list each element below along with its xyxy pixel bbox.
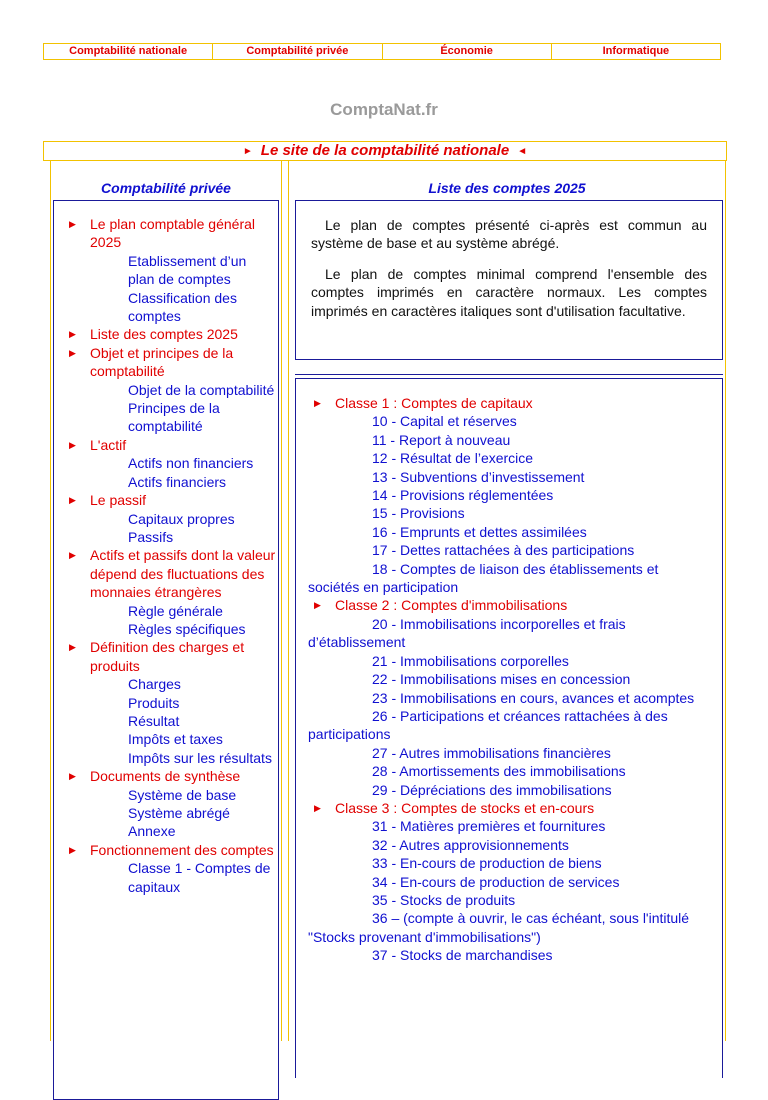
menu-section-link[interactable]: ▶ Définition des charges et produits [54, 638, 278, 675]
account-label: 37 - Stocks de marchandises [372, 947, 553, 964]
menu-sublink[interactable]: Système de base [128, 786, 237, 803]
menu-sublink[interactable]: Actifs non financiers [128, 455, 254, 472]
account-link[interactable] [296, 836, 722, 854]
account-label: 20 - Immobilisations incorporelles et frais [372, 615, 626, 632]
left-column [50, 161, 282, 1041]
account-label: 33 - En-cours de production de biens [372, 855, 602, 872]
account-label: 28 - Amortissements des immobilisations [372, 763, 626, 780]
account-link[interactable] [296, 560, 722, 597]
account-class-link[interactable] [296, 394, 722, 412]
account-label: 27 - Autres immobilisations financières [372, 744, 611, 761]
account-label-continuation: participations [308, 726, 391, 743]
site-title[interactable]: ComptaNat.fr [330, 100, 438, 119]
menu-sublink[interactable]: Charges [128, 676, 181, 693]
menu-sublink[interactable]: Capitaux propres [128, 510, 235, 527]
account-link[interactable] [296, 689, 722, 707]
account-label: 36 – (compte à ouvrir, le cas échéant, sous l'intitulé [372, 910, 690, 927]
menu-section-link[interactable]: ▶ Documents de synthèse [54, 767, 278, 785]
menu-sublink[interactable]: Actifs financiers [128, 473, 227, 490]
account-link[interactable] [296, 670, 722, 688]
menu-sublink[interactable]: Objet de la comptabilité [128, 381, 275, 398]
account-label: 12 - Résultat de l’exercice [372, 450, 534, 467]
left-menu-box [53, 200, 279, 1100]
account-label: 18 - Comptes de liaison des établissements et [372, 560, 659, 577]
right-column [288, 161, 726, 1041]
menu-sublink[interactable]: Classification des comptes [128, 289, 237, 325]
intro-paragraph: Le plan de comptes présenté ci-après est commun au système de base et au système abrégé. [311, 217, 707, 252]
left-menu [54, 215, 278, 896]
menu-sublink[interactable]: Classe 1 - Comptes de capitaux [128, 860, 271, 895]
menu-section-link[interactable]: ▶ Le passif [54, 491, 278, 509]
account-class-list [296, 394, 722, 965]
account-label: 15 - Provisions [372, 505, 465, 522]
account-link[interactable] [296, 449, 722, 467]
menu-section-link[interactable]: ▶ Actifs et passifs dont la valeur dépend des fluctuations des monnaies étrangères [54, 546, 278, 601]
account-link[interactable] [296, 523, 722, 541]
menu-sublink[interactable]: Impôts et taxes [128, 731, 223, 748]
account-link[interactable] [296, 652, 722, 670]
account-link[interactable] [296, 486, 722, 504]
account-label: Classe 3 : Comptes de stocks et en-cours [335, 799, 595, 816]
top-navigation [43, 43, 721, 60]
account-classes-box [295, 378, 723, 1078]
nav-comptabilite-privee[interactable]: Comptabilité privée [213, 44, 382, 59]
menu-section-link[interactable]: ▶ Liste des comptes 2025 [54, 325, 278, 343]
nav-comptabilite-nationale[interactable]: Comptabilité nationale [44, 44, 213, 59]
menu-sublink[interactable]: Produits [128, 694, 180, 711]
account-label: 31 - Matières premières et fournitures [372, 818, 606, 835]
nav-informatique[interactable]: Informatique [602, 45, 670, 57]
account-link[interactable] [296, 909, 722, 946]
menu-sublink[interactable]: Règles spécifiques [128, 620, 246, 637]
menu-sublink[interactable]: Règle générale [128, 602, 223, 619]
account-label: Classe 1 : Comptes de capitaux [335, 395, 533, 411]
account-link[interactable] [296, 781, 722, 799]
account-label: 13 - Subventions d’investissement [372, 468, 585, 485]
account-link[interactable] [296, 744, 722, 762]
menu-section-link[interactable]: ▶ Fonctionnement des comptes [54, 841, 278, 859]
account-label: 32 - Autres approvisionnements [372, 836, 569, 853]
account-link[interactable] [296, 891, 722, 909]
account-label-continuation: sociétés en participation [308, 579, 459, 596]
account-label: 29 - Dépréciations des immobilisations [372, 781, 612, 798]
account-label: 21 - Immobilisations corporelles [372, 652, 569, 669]
divider [295, 374, 723, 375]
account-link[interactable] [296, 412, 722, 430]
account-link[interactable] [296, 873, 722, 891]
account-label: 17 - Dettes rattachées à des participations [372, 542, 635, 559]
menu-sublink[interactable]: Résultat [128, 712, 180, 729]
account-label: 22 - Immobilisations mises en concession [372, 671, 631, 688]
menu-sublink[interactable]: Système abrégé [128, 805, 230, 821]
menu-sublink[interactable]: Annexe [128, 823, 176, 840]
menu-sublink[interactable]: Passifs [128, 528, 174, 545]
account-label: 10 - Capital et réserves [372, 413, 517, 430]
intro-paragraph: Le plan de comptes minimal comprend l'ensemble des comptes imprimés en caractère normaux. Les comptes imprimés en caractères italiques sont d'utilisation facultative. [311, 265, 707, 319]
banner-text: Le site de la comptabilité nationale [260, 142, 510, 159]
account-label: 23 - Immobilisations en cours, avances et acomptes [372, 689, 695, 706]
account-class-link[interactable] [296, 799, 722, 817]
intro-box [295, 200, 723, 360]
menu-sublink[interactable]: Impôts sur les résultats [128, 749, 272, 766]
account-link[interactable] [296, 504, 722, 522]
account-link[interactable] [296, 817, 722, 835]
account-link[interactable] [296, 431, 722, 449]
account-link[interactable] [296, 615, 722, 652]
account-label: 11 - Report à nouveau [372, 431, 511, 448]
account-label-continuation: "Stocks provenant d'immobilisations") [308, 928, 541, 945]
account-label: 14 - Provisions réglementées [372, 487, 554, 504]
left-column-heading: Comptabilité privée [101, 180, 231, 196]
account-link[interactable] [296, 946, 722, 964]
menu-section-link[interactable]: ▶ Le plan comptable général 2025 [54, 215, 278, 252]
site-banner [43, 141, 727, 161]
account-link[interactable] [296, 468, 722, 486]
account-label: 34 - En-cours de production de services [372, 873, 620, 890]
account-label-continuation: d’établissement [308, 634, 406, 651]
account-link[interactable] [296, 707, 722, 744]
account-link[interactable] [296, 762, 722, 780]
nav-economie[interactable]: Économie [383, 44, 552, 59]
menu-sublink[interactable]: Principes de la comptabilité [128, 400, 220, 435]
account-link[interactable] [296, 854, 722, 872]
arrow-right-icon: ► [242, 146, 253, 157]
account-label: 35 - Stocks de produits [372, 891, 516, 908]
account-label: 16 - Emprunts et dettes assimilées [372, 523, 587, 540]
menu-sublink[interactable]: Etablissement d’un plan de comptes [128, 252, 247, 288]
menu-section-link[interactable]: ▶ L'actif [54, 436, 278, 454]
account-label: Classe 2 : Comptes d'immobilisations [335, 597, 568, 614]
account-link[interactable] [296, 541, 722, 559]
right-column-heading: Liste des comptes 2025 [428, 180, 586, 196]
account-label: 26 - Participations et créances rattachées à des [372, 707, 668, 724]
menu-section-link[interactable]: ▶ Objet et principes de la comptabilité [54, 344, 278, 381]
account-class-link[interactable] [296, 596, 722, 614]
arrow-left-icon: ◄ [517, 146, 528, 157]
